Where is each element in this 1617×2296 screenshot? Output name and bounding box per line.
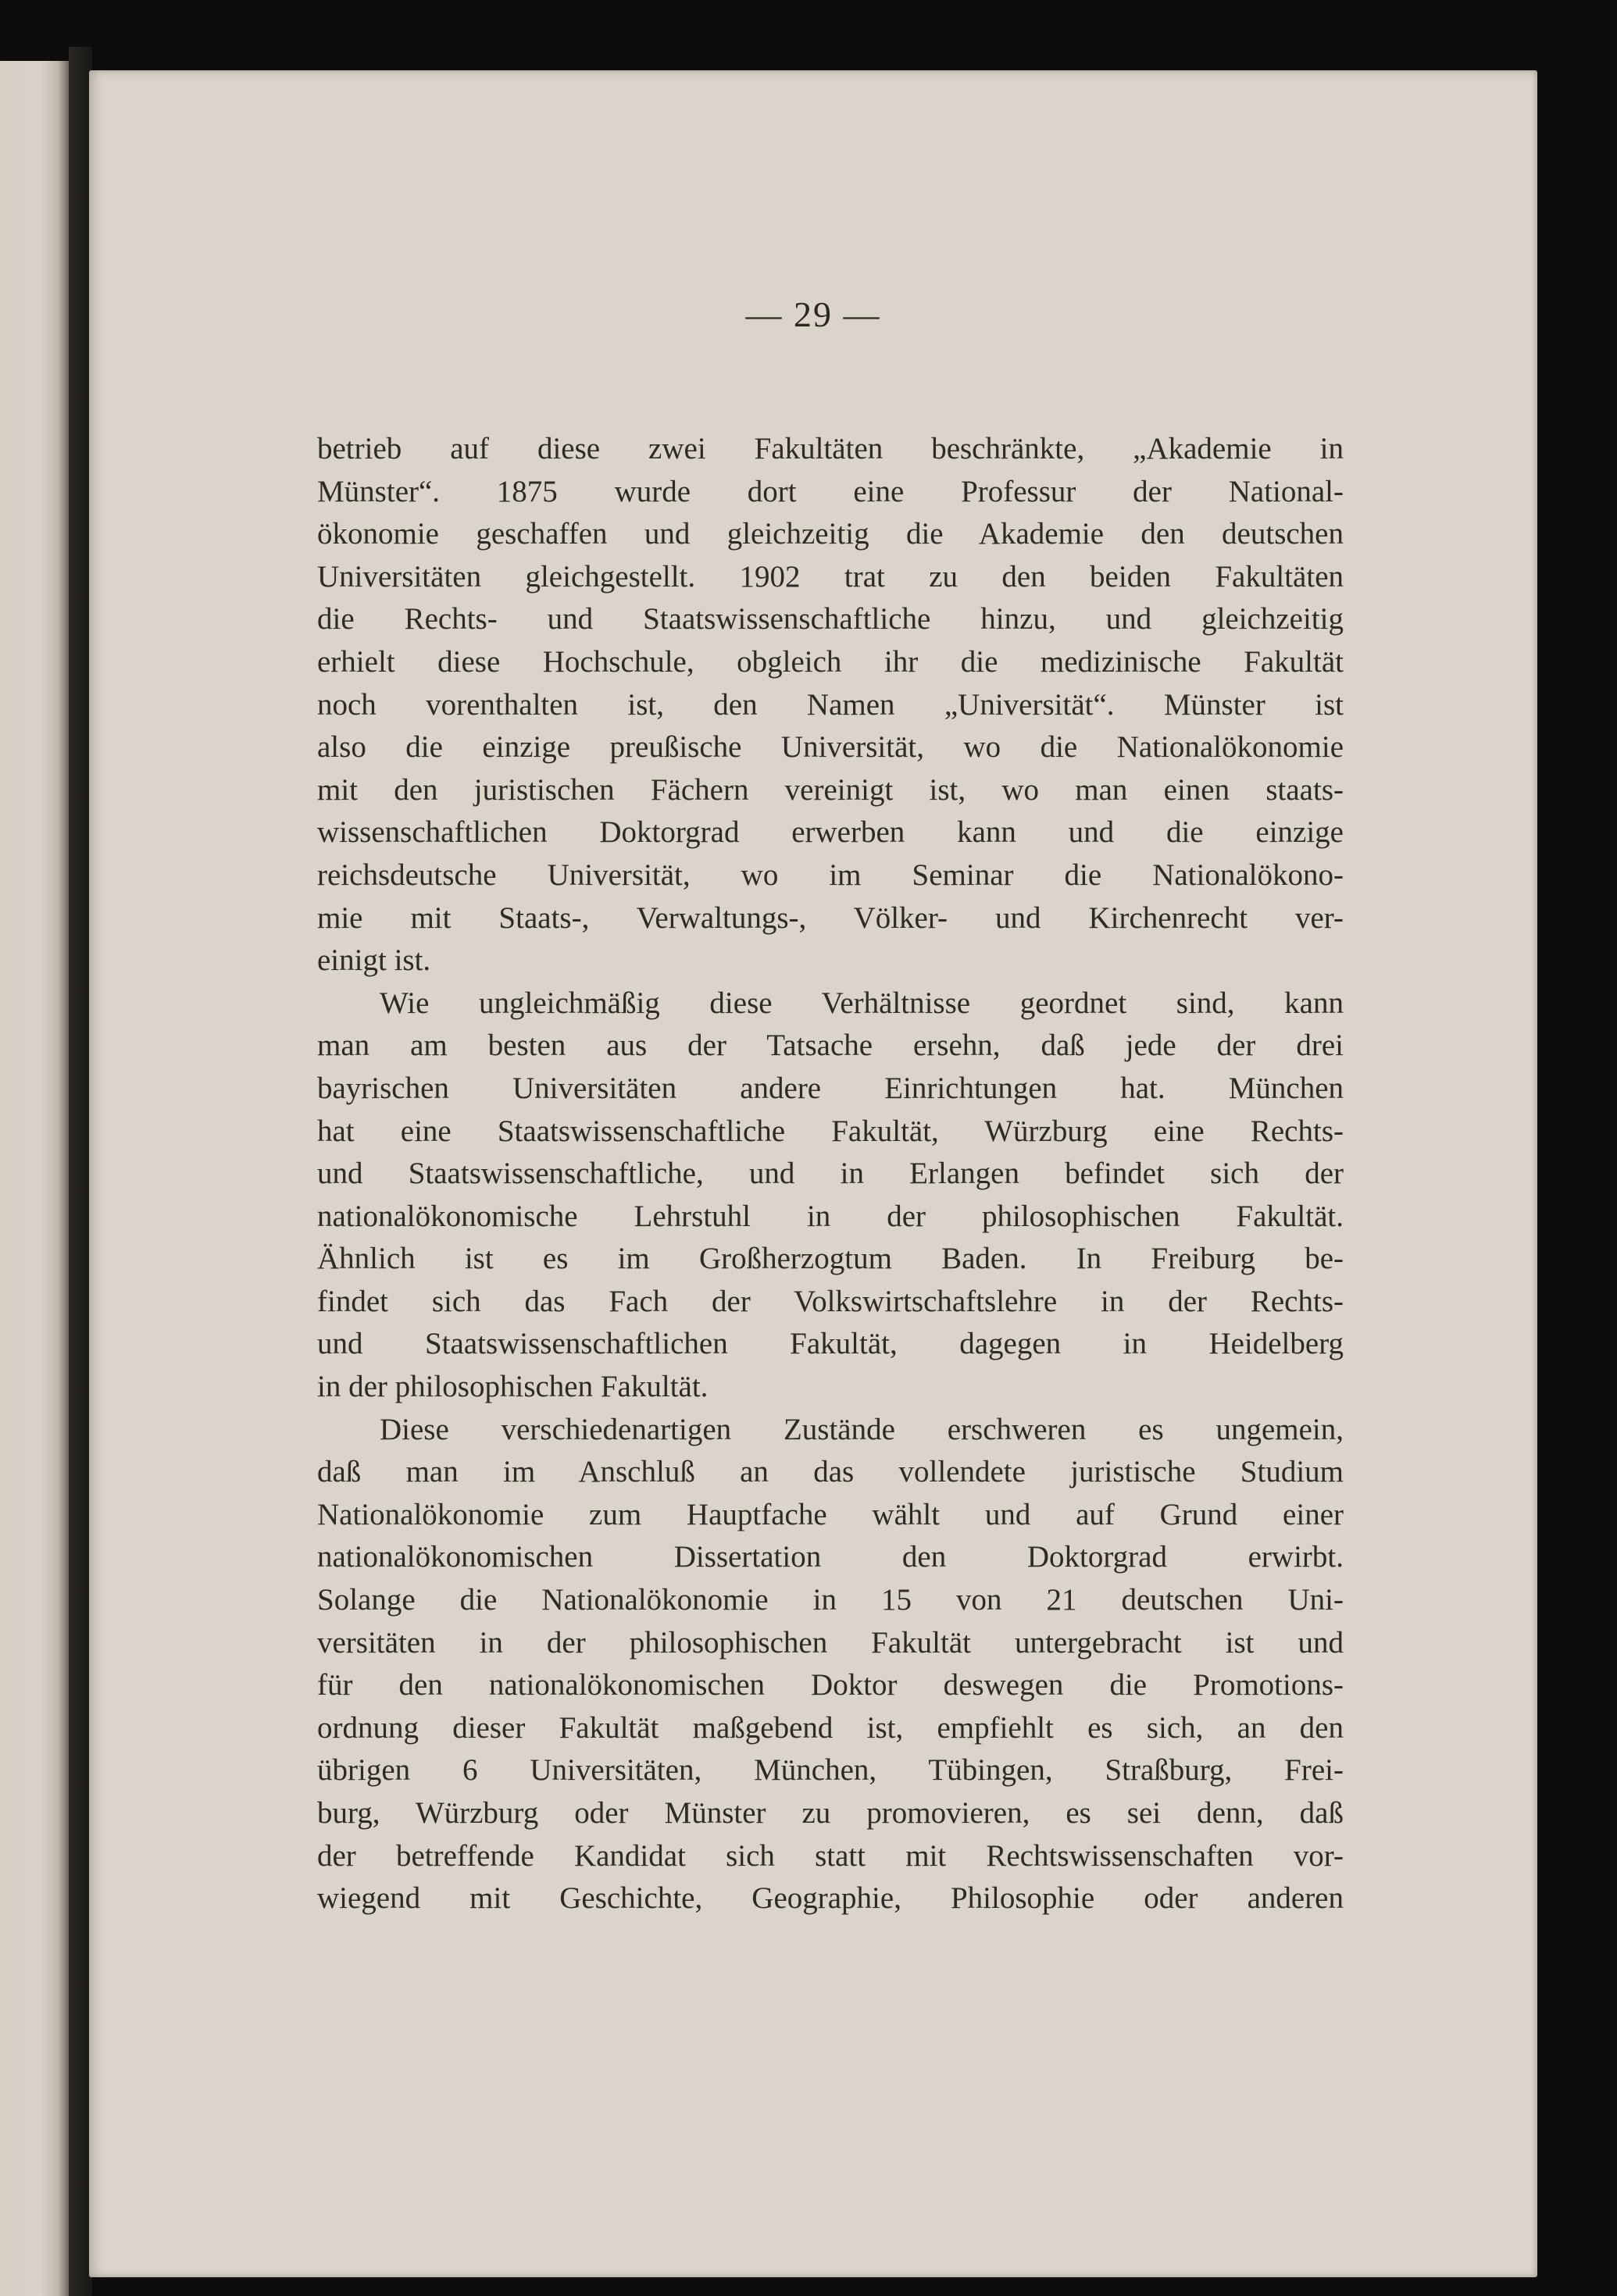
text-line: hat eine Staatswissenschaftliche Fakultät, Würzburg eine Rechts-	[317, 1114, 1344, 1148]
text-line: die Rechts- und Staatswissenschaftliche hinzu, und gleichzeitig	[317, 602, 1344, 636]
text-line: noch vorenthalten ist, den Namen „Universität“. Münster ist	[317, 687, 1344, 722]
text-line: man am besten aus der Tatsache ersehn, daß jede der drei	[317, 1029, 1344, 1063]
text-line: und Staatswissenschaftlichen Fakultät, dagegen in Heidelberg	[317, 1327, 1344, 1361]
text-line: Universitäten gleichgestellt. 1902 trat zu den beiden Fakultäten	[317, 559, 1344, 594]
text-line: nationalökonomischen Dissertation den Doktorgrad erwirbt.	[317, 1540, 1344, 1574]
text-line: mit den juristischen Fächern vereinigt ist, wo man einen staats-	[317, 772, 1344, 807]
text-line: nationalökonomische Lehrstuhl in der philosophischen Fakultät.	[317, 1199, 1344, 1233]
text-line: versitäten in der philosophischen Fakultät untergebracht ist und	[317, 1625, 1344, 1660]
text-line: reichsdeutsche Universität, wo im Seminar die Nationalökono-	[317, 857, 1344, 892]
text-line: in der philosophischen Fakultät.	[317, 1370, 709, 1404]
text-line: betrieb auf diese zwei Fakultäten beschränkte, „Akademie in	[317, 432, 1344, 465]
text-line: ökonomie geschaffen und gleichzeitig die Akademie den deutschen	[317, 517, 1344, 551]
body-text	[317, 428, 1344, 1920]
text-line: ordnung dieser Fakultät maßgebend ist, empfiehlt es sich, an den	[317, 1710, 1344, 1745]
text-line: für den nationalökonomischen Doktor deswegen die Promotions-	[317, 1668, 1344, 1702]
text-line: bayrischen Universitäten andere Einrichtungen hat. München	[317, 1071, 1344, 1105]
text-line: wiegend mit Geschichte, Geographie, Philosophie oder anderen	[317, 1881, 1344, 1916]
page-number: — 29 —	[745, 294, 881, 334]
text-line: also die einzige preußische Universität, wo die Nationalökonomie	[317, 730, 1344, 765]
text-line: Ähnlich ist es im Großherzogtum Baden. In Freiburg be-	[317, 1242, 1344, 1276]
facing-page-edge	[0, 61, 69, 2296]
text-line: Solange die Nationalökonomie in 15 von 21 deutschen Uni-	[317, 1583, 1344, 1617]
text-line: daß man im Anschluß an das vollendete juristische Studium	[317, 1455, 1344, 1489]
text-line: der betreffende Kandidat sich statt mit Rechtswissenschaften vor-	[317, 1838, 1344, 1873]
text-line: Münster“. 1875 wurde dort eine Professur der National-	[317, 474, 1344, 508]
text-line: wissenschaftlichen Doktorgrad erwerben kann und die einzige	[317, 815, 1344, 850]
text-line: findet sich das Fach der Volkswirtschaftslehre in der Rechts-	[317, 1284, 1344, 1318]
text-line: Diese verschiedenartigen Zustände erschweren es ungemein,	[380, 1412, 1344, 1446]
book-page	[89, 70, 1537, 2277]
text-line: mie mit Staats-, Verwaltungs-, Völker- und Kirchenrecht ver-	[317, 900, 1344, 935]
text-line: Nationalökonomie zum Hauptfache wählt und auf Grund einer	[317, 1497, 1344, 1531]
text-line: und Staatswissenschaftliche, und in Erlangen befindet sich der	[317, 1157, 1344, 1191]
text-line: übrigen 6 Universitäten, München, Tübingen, Straßburg, Frei-	[317, 1753, 1344, 1788]
text-line: burg, Würzburg oder Münster zu promovieren, es sei denn, daß	[317, 1796, 1344, 1830]
text-line: erhielt diese Hochschule, obgleich ihr die medizinische Fakultät	[317, 644, 1344, 679]
text-line: Wie ungleichmäßig diese Verhältnisse geordnet sind, kann	[380, 986, 1344, 1020]
text-line: einigt ist.	[317, 943, 431, 978]
